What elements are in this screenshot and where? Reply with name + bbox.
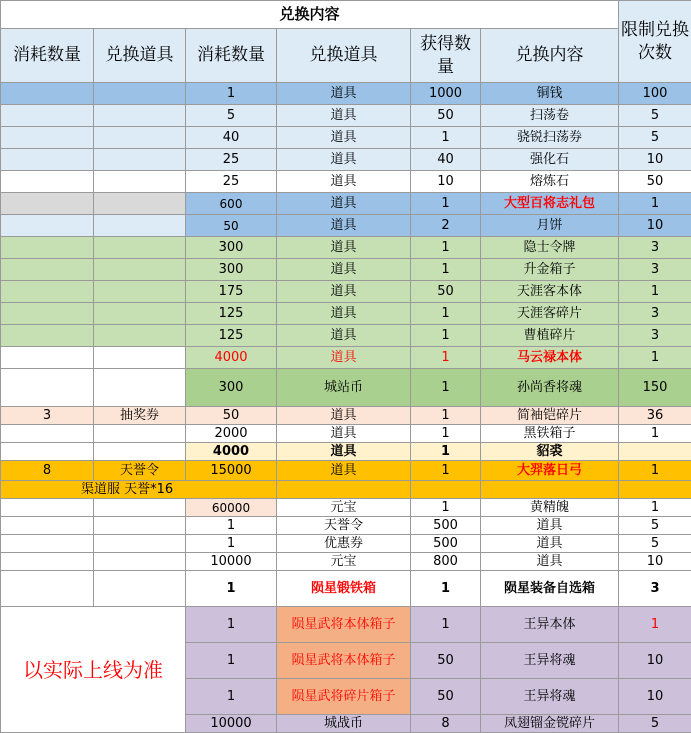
cell: 陨星武将本体箱子: [277, 607, 411, 643]
cell: 300: [186, 237, 277, 259]
cell: 25: [186, 171, 277, 193]
cell: 3: [619, 237, 691, 259]
cell: 125: [186, 325, 277, 347]
table-row: [1, 127, 691, 149]
cell: 道具: [277, 461, 411, 481]
cell: 1000: [411, 83, 481, 105]
table-row: [1, 369, 691, 407]
cell: 5: [186, 105, 277, 127]
cell: 60000: [186, 499, 277, 517]
col-header-gain-qty: 获得数量: [411, 29, 481, 83]
cell: 月饼: [481, 215, 619, 237]
cell: 扫荡卷: [481, 105, 619, 127]
cell: 道具: [277, 325, 411, 347]
cell: [1, 127, 94, 149]
cell: 50: [411, 643, 481, 679]
cell: 15000: [186, 461, 277, 481]
cell: [1, 517, 94, 535]
table-row: [1, 215, 691, 237]
cell: [1, 553, 94, 571]
cell: 100: [619, 83, 691, 105]
cell: 天誉令: [277, 517, 411, 535]
cell: 1: [411, 461, 481, 481]
cell: [94, 259, 186, 281]
cell: [1, 443, 94, 461]
cell: 3: [1, 407, 94, 425]
cell: 1: [186, 535, 277, 553]
table-row: [1, 443, 691, 461]
cell: [1, 499, 94, 517]
channel-note: 渠道服 天誉*16: [1, 481, 277, 499]
cell: [1, 347, 94, 369]
cell: [94, 325, 186, 347]
cell: [94, 171, 186, 193]
cell: 道具: [277, 83, 411, 105]
cell: 1: [411, 571, 481, 607]
table-row: [1, 481, 691, 499]
cell: 10: [411, 171, 481, 193]
cell: 1: [619, 193, 691, 215]
cell: [1, 535, 94, 553]
cell: 1: [186, 607, 277, 643]
cell: 1: [186, 643, 277, 679]
cell: 抽奖券: [94, 407, 186, 425]
cell: [94, 105, 186, 127]
cell: 800: [411, 553, 481, 571]
table-row: [1, 407, 691, 425]
cell: 道具: [277, 281, 411, 303]
cell: 4000: [186, 443, 277, 461]
cell: [1, 303, 94, 325]
cell: 隐士令牌: [481, 237, 619, 259]
cell: 2000: [186, 425, 277, 443]
cell: 王异本体: [481, 607, 619, 643]
cell: 8: [411, 715, 481, 733]
cell: [1, 83, 94, 105]
cell: [1, 149, 94, 171]
cell: 貂裘: [481, 443, 619, 461]
cell: [94, 215, 186, 237]
table-row: [1, 499, 691, 517]
table-row: [1, 149, 691, 171]
cell: 10: [619, 215, 691, 237]
table-row: [1, 259, 691, 281]
cell: 10: [619, 679, 691, 715]
cell: 天涯客碎片: [481, 303, 619, 325]
cell: [1, 237, 94, 259]
cell: 1: [411, 325, 481, 347]
cell: [94, 127, 186, 149]
cell: 40: [186, 127, 277, 149]
table-row: [1, 325, 691, 347]
cell: 道具: [277, 303, 411, 325]
cell: 1: [411, 369, 481, 407]
cell: [94, 499, 186, 517]
cell: 600: [186, 193, 277, 215]
cell: [1, 325, 94, 347]
cell: 1: [619, 281, 691, 303]
cell: 黄精魄: [481, 499, 619, 517]
table-row: [1, 303, 691, 325]
table-row: [1, 281, 691, 303]
table-row: [1, 347, 691, 369]
table-row: [1, 237, 691, 259]
cell: 3: [619, 259, 691, 281]
cell: [94, 369, 186, 407]
cell: 道具: [277, 443, 411, 461]
cell: 1: [411, 347, 481, 369]
cell: 1: [411, 303, 481, 325]
cell: [94, 281, 186, 303]
cell: 道具: [481, 517, 619, 535]
cell: 10: [619, 553, 691, 571]
cell: 50: [411, 679, 481, 715]
table-row: [1, 425, 691, 443]
col-header-limit: 限制兑换次数: [619, 1, 691, 83]
col-header-item-2: 兑换道具: [277, 29, 411, 83]
cell: 50: [411, 281, 481, 303]
col-header-cost-qty-2: 消耗数量: [186, 29, 277, 83]
table-row: [1, 517, 691, 535]
cell: [94, 193, 186, 215]
cell: 8: [1, 461, 94, 481]
cell: 铜钱: [481, 83, 619, 105]
cell: 1: [411, 259, 481, 281]
cell: 125: [186, 303, 277, 325]
table-row: [1, 193, 691, 215]
cell: 城站币: [277, 369, 411, 407]
cell: 元宝: [277, 553, 411, 571]
cell: 黑铁箱子: [481, 425, 619, 443]
cell: [1, 259, 94, 281]
cell: [94, 425, 186, 443]
table-row: [1, 571, 691, 607]
cell: 4000: [186, 347, 277, 369]
table-row: [1, 607, 691, 643]
cell: 1: [411, 499, 481, 517]
cell: 1: [411, 425, 481, 443]
cell: [94, 517, 186, 535]
cell: 陨星武将本体箱子: [277, 643, 411, 679]
cell: 天涯客本体: [481, 281, 619, 303]
cell: 道具: [277, 127, 411, 149]
table-row: [1, 171, 691, 193]
cell: 1: [619, 607, 691, 643]
cell: 500: [411, 535, 481, 553]
cell: 道具: [277, 259, 411, 281]
cell: [619, 443, 691, 461]
cell: 1: [411, 127, 481, 149]
cell: 王异将魂: [481, 643, 619, 679]
table-title: 兑换内容: [1, 1, 619, 29]
cell: 36: [619, 407, 691, 425]
cell: 道具: [277, 171, 411, 193]
cell: [94, 347, 186, 369]
cell: 强化石: [481, 149, 619, 171]
cell: 骁锐扫荡券: [481, 127, 619, 149]
cell: [1, 171, 94, 193]
cell: 150: [619, 369, 691, 407]
col-header-item-1: 兑换道具: [94, 29, 186, 83]
cell: 简袖铠碎片: [481, 407, 619, 425]
cell: [1, 369, 94, 407]
cell: 道具: [277, 193, 411, 215]
table-row: [1, 461, 691, 481]
cell: 1: [619, 425, 691, 443]
cell: 大羿落日弓: [481, 461, 619, 481]
table-row: [1, 535, 691, 553]
cell: 熔炼石: [481, 171, 619, 193]
cell: 50: [186, 215, 277, 237]
cell: 5: [619, 535, 691, 553]
cell: [94, 443, 186, 461]
cell: [94, 149, 186, 171]
cell: 1: [411, 407, 481, 425]
cell: 陨星武将碎片箱子: [277, 679, 411, 715]
cell: 25: [186, 149, 277, 171]
cell: 曹植碎片: [481, 325, 619, 347]
cell: 50: [186, 407, 277, 425]
launch-note: 以实际上线为准: [1, 607, 186, 733]
cell: [1, 571, 94, 607]
cell: [94, 535, 186, 553]
table-row: [1, 553, 691, 571]
cell: 1: [186, 679, 277, 715]
cell: 500: [411, 517, 481, 535]
cell: 300: [186, 259, 277, 281]
cell: [94, 237, 186, 259]
cell: 10000: [186, 553, 277, 571]
cell: 马云禄本体: [481, 347, 619, 369]
cell: [1, 105, 94, 127]
table-row: [1, 83, 691, 105]
cell: 50: [619, 171, 691, 193]
cell: 5: [619, 127, 691, 149]
cell: 道具: [277, 237, 411, 259]
cell: 孙尚香将魂: [481, 369, 619, 407]
cell: 元宝: [277, 499, 411, 517]
cell: 1: [186, 83, 277, 105]
cell: 1: [411, 443, 481, 461]
cell: 城战币: [277, 715, 411, 733]
cell: 1: [619, 347, 691, 369]
cell: 5: [619, 517, 691, 535]
cell: 王异将魂: [481, 679, 619, 715]
cell: 凤翅镏金镋碎片: [481, 715, 619, 733]
cell: 3: [619, 325, 691, 347]
table-row: [1, 105, 691, 127]
cell: 1: [619, 461, 691, 481]
cell: 3: [619, 571, 691, 607]
cell: 175: [186, 281, 277, 303]
cell: 40: [411, 149, 481, 171]
cell: [94, 571, 186, 607]
cell: 道具: [481, 553, 619, 571]
cell: 道具: [277, 425, 411, 443]
cell: 10000: [186, 715, 277, 733]
cell: 1: [186, 571, 277, 607]
cell: 5: [619, 715, 691, 733]
cell: 升金箱子: [481, 259, 619, 281]
cell: 5: [619, 105, 691, 127]
cell: 道具: [277, 105, 411, 127]
cell: [1, 215, 94, 237]
cell: 10: [619, 149, 691, 171]
cell: 50: [411, 105, 481, 127]
cell: 优惠券: [277, 535, 411, 553]
cell: 天誉令: [94, 461, 186, 481]
cell: 3: [619, 303, 691, 325]
cell: 道具: [277, 347, 411, 369]
cell: [94, 303, 186, 325]
cell: [1, 193, 94, 215]
cell: [1, 425, 94, 443]
cell: [1, 281, 94, 303]
col-header-cost-qty-1: 消耗数量: [1, 29, 94, 83]
cell: 1: [411, 237, 481, 259]
cell: 1: [186, 517, 277, 535]
cell: 陨星装备自选箱: [481, 571, 619, 607]
cell: [94, 83, 186, 105]
cell: 道具: [277, 149, 411, 171]
cell: 1: [619, 499, 691, 517]
cell: 2: [411, 215, 481, 237]
col-header-content: 兑换内容: [481, 29, 619, 83]
cell: 1: [411, 193, 481, 215]
cell: 1: [411, 607, 481, 643]
cell: 陨星锻铁箱: [277, 571, 411, 607]
cell: 道具: [277, 215, 411, 237]
cell: 300: [186, 369, 277, 407]
cell: 道具: [481, 535, 619, 553]
cell: 10: [619, 643, 691, 679]
cell: 大型百将志礼包: [481, 193, 619, 215]
cell: [94, 553, 186, 571]
cell: 道具: [277, 407, 411, 425]
